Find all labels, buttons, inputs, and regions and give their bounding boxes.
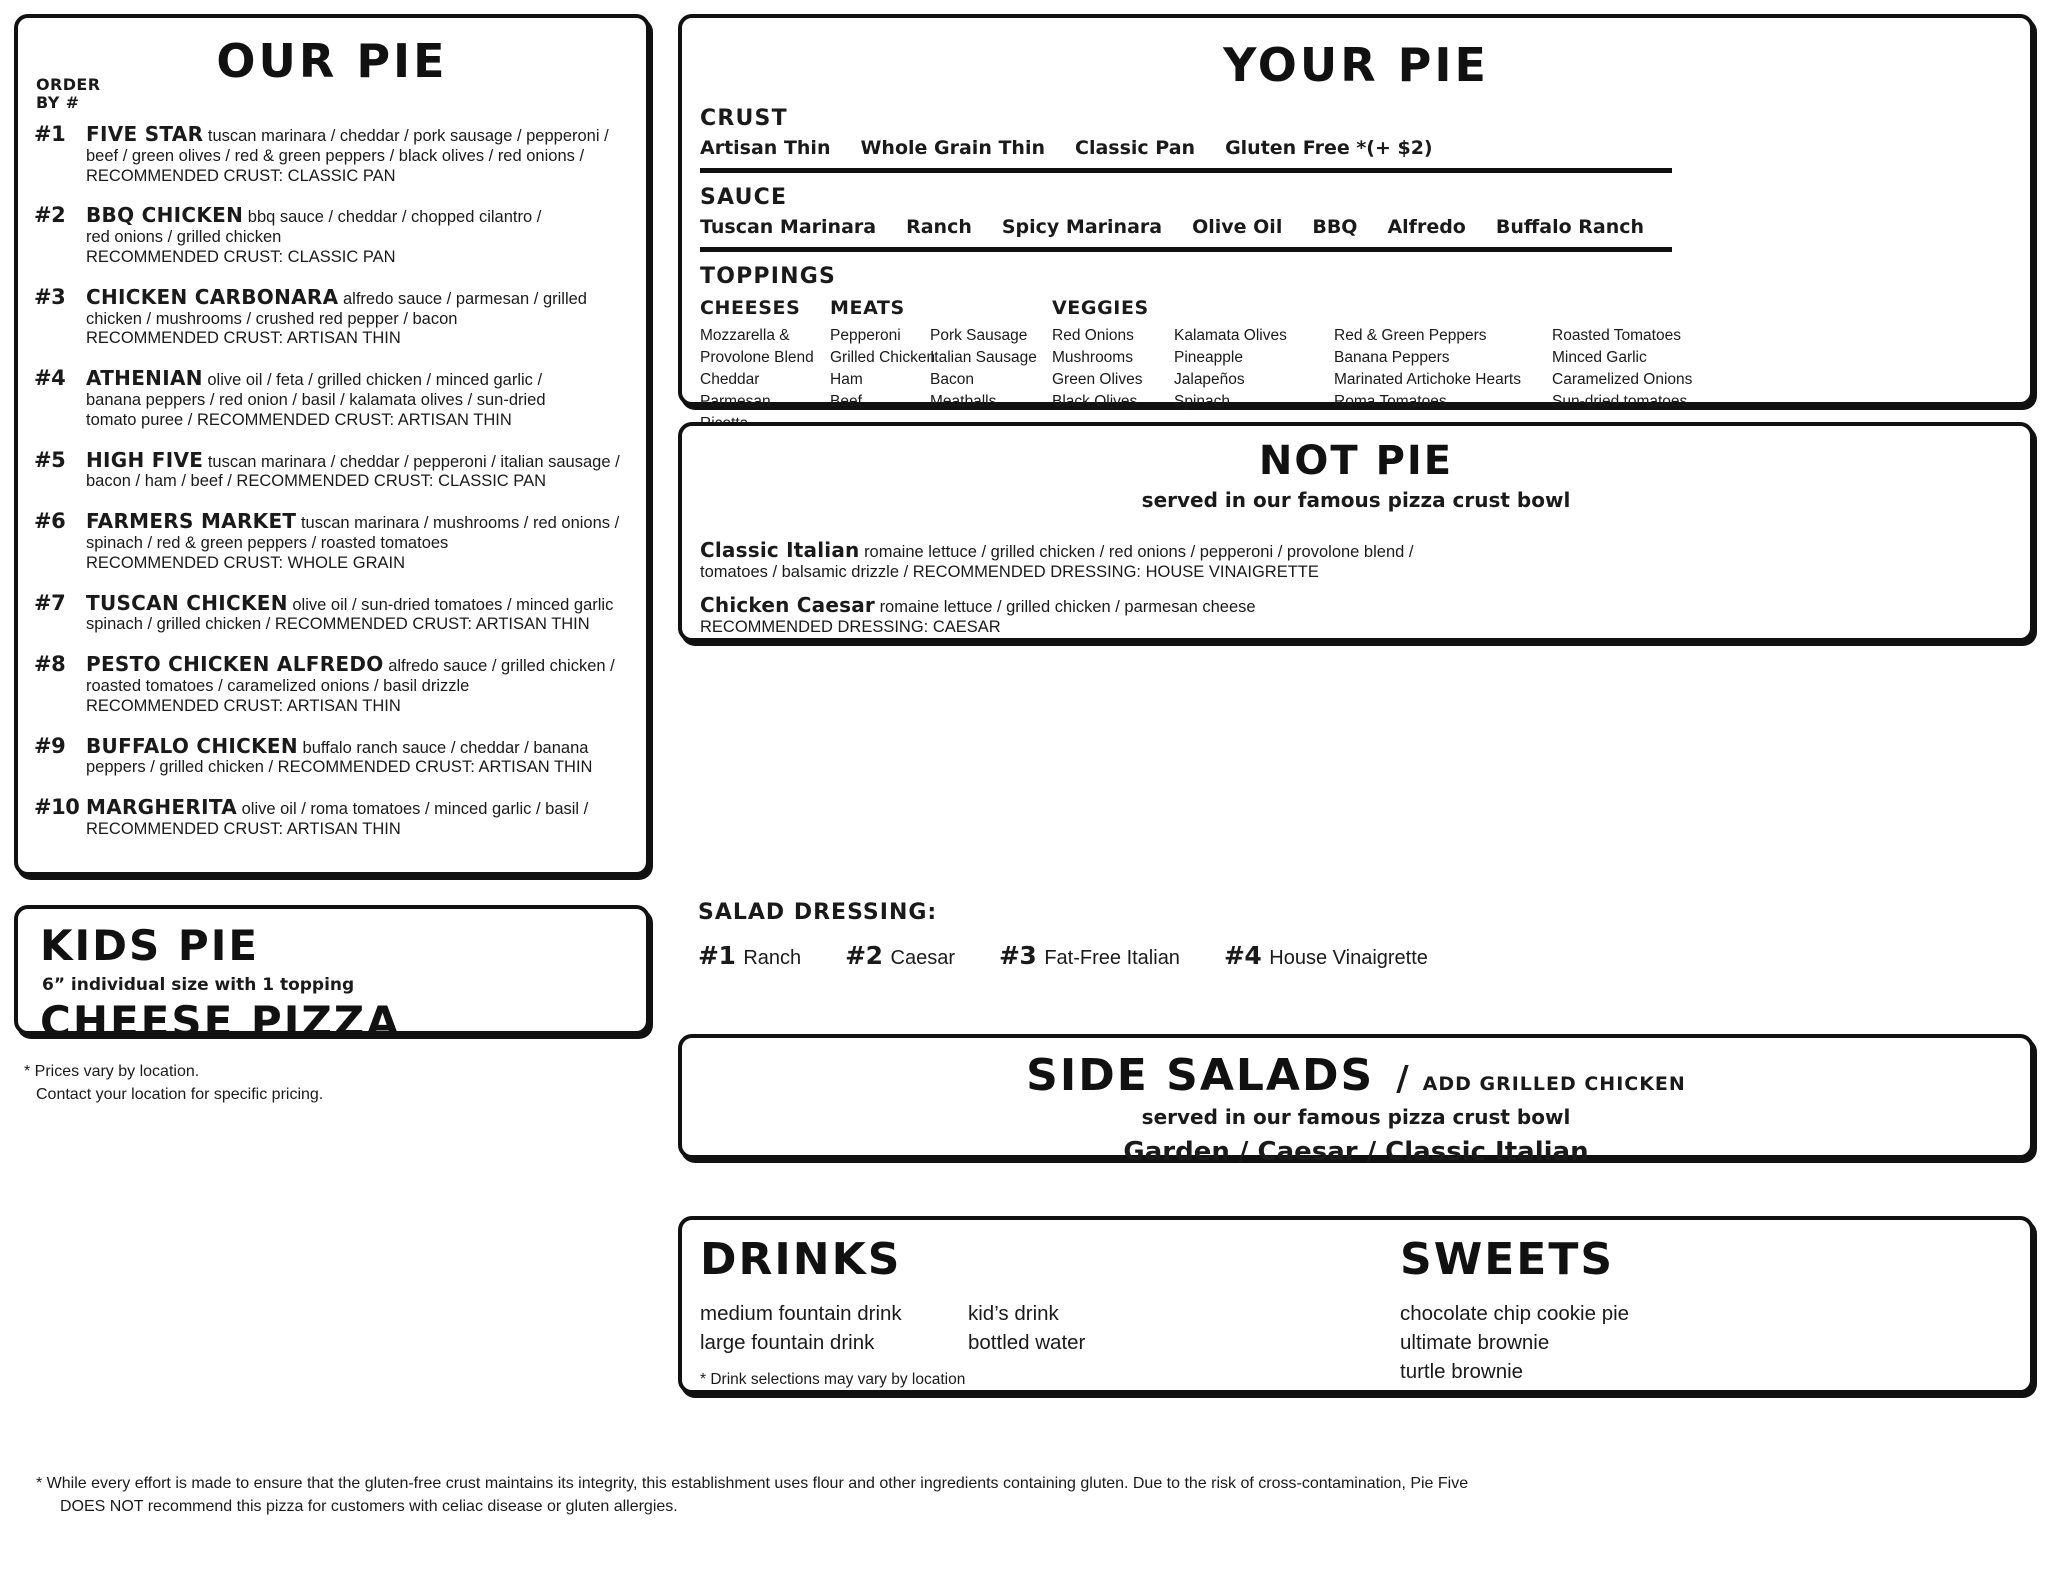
list-item[interactable] bbox=[34, 122, 634, 186]
topping-item[interactable]: Caramelized Onions bbox=[1552, 371, 1693, 388]
list-item[interactable] bbox=[34, 734, 634, 779]
sweet-item[interactable]: ultimate brownie bbox=[1400, 1331, 1550, 1355]
topping-item[interactable]: Pork Sausage bbox=[930, 327, 1028, 344]
order-by-line1: ORDER bbox=[36, 75, 101, 94]
topping-item[interactable]: Parmesan bbox=[700, 393, 771, 410]
list-item[interactable] bbox=[34, 591, 634, 636]
topping-item[interactable]: Green Olives bbox=[1052, 371, 1143, 388]
topping-item[interactable]: Pineapple bbox=[1174, 349, 1243, 366]
pie-number: #7 bbox=[34, 590, 66, 615]
list-item[interactable] bbox=[1224, 941, 1428, 970]
not-pie-name: Classic Italian bbox=[700, 538, 860, 562]
topping-item[interactable]: Meatballs bbox=[930, 393, 997, 410]
dressing-number: #2 bbox=[845, 941, 883, 970]
pie-desc-line2: spinach / red & green peppers / roasted tomatoes bbox=[86, 533, 449, 552]
crust-options bbox=[700, 137, 2014, 159]
sweet-item[interactable]: turtle brownie bbox=[1400, 1360, 1524, 1384]
price-note-line2: Contact your location for specific pricing. bbox=[36, 1086, 324, 1104]
topping-item[interactable]: Grilled Chicken bbox=[830, 349, 936, 366]
sauce-label: SAUCE bbox=[700, 185, 788, 210]
gluten-disclaimer bbox=[36, 1472, 1996, 1518]
toppings-column-veggies-1 bbox=[1052, 295, 1174, 435]
toppings-column-meats-1 bbox=[830, 295, 936, 435]
sauce-option[interactable]: BBQ bbox=[1312, 216, 1358, 238]
pie-number: #8 bbox=[34, 652, 66, 677]
salad-dressing-title: SALAD DRESSING: bbox=[698, 900, 938, 925]
pie-desc-line2: beef / green olives / red & green peppers / black olives / red onions / bbox=[86, 146, 585, 165]
kids-pie-panel bbox=[14, 905, 650, 1046]
topping-item[interactable]: Beef bbox=[830, 393, 862, 410]
pie-desc-line1: olive oil / roma tomatoes / minced garlic / basil / bbox=[241, 800, 589, 819]
topping-item[interactable]: Sun-dried tomatoes bbox=[1552, 393, 1688, 410]
pie-desc-line1: tuscan marinara / cheddar / pepperoni / italian sausage / bbox=[207, 452, 620, 471]
pie-number: #2 bbox=[34, 203, 66, 228]
toppings-group-head: CHEESES bbox=[700, 297, 801, 319]
toppings-group-head bbox=[1174, 295, 1334, 319]
not-pie-desc-line1: romaine lettuce / grilled chicken / parmesan cheese bbox=[879, 597, 1256, 616]
pie-number: #1 bbox=[34, 122, 66, 146]
sweets-title: SWEETS bbox=[1400, 1234, 1615, 1285]
pie-desc-line1: olive oil / feta / grilled chicken / minced garlic / bbox=[207, 371, 543, 390]
pie-desc-line3: RECOMMENDED CRUST: CLASSIC PAN bbox=[86, 247, 396, 266]
side-salads-slash: / bbox=[1396, 1059, 1409, 1099]
dressing-number: #3 bbox=[998, 941, 1037, 970]
our-pie-list bbox=[34, 122, 634, 857]
pie-desc-line1: alfredo sauce / parmesan / grilled bbox=[343, 289, 587, 308]
dressing-label: Caesar bbox=[890, 947, 955, 969]
pie-desc-line3: RECOMMENDED CRUST: ARTISAN THIN bbox=[86, 696, 401, 715]
topping-item[interactable]: Spinach bbox=[1174, 393, 1231, 410]
not-pie-desc-line2: RECOMMENDED DRESSING: CAESAR bbox=[700, 617, 1001, 636]
pie-desc-line1: olive oil / sun-dried tomatoes / minced garlic bbox=[292, 595, 614, 614]
pie-desc-line2: peppers / grilled chicken / RECOMMENDED CRUST: ARTISAN THIN bbox=[86, 758, 593, 777]
sauce-option[interactable]: Olive Oil bbox=[1192, 216, 1283, 238]
not-pie-list bbox=[700, 538, 2014, 647]
sauce-option[interactable]: Spicy Marinara bbox=[1001, 216, 1163, 238]
pie-name: HIGH FIVE bbox=[86, 447, 204, 472]
list-item[interactable] bbox=[999, 941, 1180, 970]
toppings-label: TOPPINGS bbox=[700, 264, 837, 289]
side-salads-list[interactable]: Garden / Caesar / Classic Italian bbox=[1123, 1137, 1589, 1167]
list-item[interactable] bbox=[698, 941, 801, 970]
toppings-group-head bbox=[1552, 295, 1742, 319]
crust-option[interactable]: Gluten Free *(+ $2) bbox=[1225, 137, 1433, 159]
kids-pie-item[interactable]: CHEESE PIZZA bbox=[40, 997, 401, 1046]
our-pie-title: OUR PIE bbox=[216, 34, 448, 88]
drinks-column-2 bbox=[968, 1299, 1085, 1357]
toppings-column-veggies-3 bbox=[1334, 295, 1552, 435]
pie-desc-line2: red onions / grilled chicken bbox=[86, 228, 282, 247]
price-note-line1: * Prices vary by location. bbox=[24, 1063, 200, 1080]
sweets-column bbox=[1400, 1299, 1629, 1386]
list-item[interactable] bbox=[700, 538, 2014, 583]
sauce-option[interactable]: Buffalo Ranch bbox=[1495, 216, 1645, 238]
topping-item[interactable]: Black Olives bbox=[1052, 393, 1138, 410]
toppings-group-head: MEATS bbox=[830, 297, 905, 319]
pie-desc-line2: roasted tomatoes / caramelized onions / basil drizzle bbox=[86, 676, 470, 695]
drink-item[interactable]: kid’s drink bbox=[968, 1302, 1059, 1325]
not-pie-desc-line2: tomatoes / balsamic drizzle / RECOMMENDED DRESSING: HOUSE VINAIGRETTE bbox=[700, 563, 1319, 582]
drinks-section bbox=[700, 1234, 1400, 1389]
crust-label: CRUST bbox=[700, 106, 788, 131]
sweets-section bbox=[1400, 1234, 2014, 1389]
topping-item[interactable]: Red & Green Peppers bbox=[1334, 327, 1487, 344]
side-salads-subtitle: served in our famous pizza crust bowl bbox=[1141, 1105, 1571, 1129]
list-item[interactable] bbox=[34, 366, 634, 430]
list-item[interactable] bbox=[845, 941, 955, 970]
sauce-option[interactable]: Alfredo bbox=[1387, 216, 1466, 238]
drinks-sweets-panel bbox=[678, 1216, 2034, 1394]
pie-desc-line2: RECOMMENDED CRUST: ARTISAN THIN bbox=[86, 819, 401, 838]
toppings-columns bbox=[700, 295, 2014, 435]
pie-name: ATHENIAN bbox=[86, 366, 203, 391]
list-item[interactable] bbox=[34, 448, 634, 493]
not-pie-desc-line1: romaine lettuce / grilled chicken / red onions / pepperoni / provolone blend / bbox=[864, 543, 1414, 561]
pie-desc-line2: chicken / mushrooms / crushed red pepper / bacon bbox=[86, 309, 458, 328]
toppings-group-head bbox=[930, 295, 1052, 319]
crust-option[interactable]: Classic Pan bbox=[1075, 137, 1196, 159]
pie-name: CHICKEN CARBONARA bbox=[86, 284, 339, 309]
order-by-line2: BY # bbox=[36, 93, 80, 113]
pie-desc-line3: RECOMMENDED CRUST: WHOLE GRAIN bbox=[86, 553, 406, 572]
pie-number: #5 bbox=[34, 447, 66, 472]
drinks-note: * Drink selections may vary by location bbox=[700, 1371, 966, 1389]
drinks-column-1 bbox=[700, 1299, 968, 1357]
your-pie-title: YOUR PIE bbox=[1223, 38, 1489, 92]
salad-dressing-section bbox=[698, 900, 2028, 970]
pie-number: #6 bbox=[34, 509, 66, 534]
pie-number: #9 bbox=[34, 733, 66, 758]
crust-option[interactable]: Whole Grain Thin bbox=[860, 137, 1045, 159]
pie-desc-line3: RECOMMENDED CRUST: ARTISAN THIN bbox=[86, 329, 401, 348]
topping-item[interactable]: Italian Sausage bbox=[930, 349, 1037, 366]
pie-desc-line2: spinach / grilled chicken / RECOMMENDED CRUST: ARTISAN THIN bbox=[86, 615, 590, 634]
topping-item[interactable]: Mushrooms bbox=[1052, 349, 1133, 366]
pie-desc-line2: banana peppers / red onion / basil / kalamata olives / sun-dried bbox=[86, 390, 546, 409]
pie-number: #4 bbox=[34, 366, 66, 391]
pie-name: FIVE STAR bbox=[86, 122, 204, 146]
topping-item[interactable]: Minced Garlic bbox=[1552, 349, 1647, 366]
sauce-options bbox=[700, 216, 2014, 238]
dressing-label: Fat-Free Italian bbox=[1044, 947, 1180, 969]
toppings-column-cheeses bbox=[700, 295, 830, 435]
side-salads-title: SIDE SALADS bbox=[1026, 1050, 1375, 1101]
toppings-group-head: VEGGIES bbox=[1052, 297, 1149, 319]
pie-desc-line2: bacon / ham / beef / RECOMMENDED CRUST: CLASSIC PAN bbox=[86, 472, 546, 491]
topping-item[interactable]: Pepperoni bbox=[830, 327, 901, 344]
topping-item[interactable]: Roasted Tomatoes bbox=[1552, 327, 1681, 344]
kids-pie-subtitle: 6” individual size with 1 topping bbox=[42, 975, 355, 995]
topping-item[interactable]: Ham bbox=[830, 371, 863, 388]
drink-item[interactable]: bottled water bbox=[968, 1331, 1086, 1355]
add-grilled-chicken-label[interactable]: ADD GRILLED CHICKEN bbox=[1422, 1073, 1686, 1095]
pie-name: TUSCAN CHICKEN bbox=[86, 590, 288, 615]
not-pie-panel bbox=[678, 422, 2034, 642]
gluten-disclaimer-line1: * While every effort is made to ensure that the gluten-free crust maintains its integrity, this establishment uses flour and other ingredients containing gluten. Due to the risk of cross-contamination, Pie Five bbox=[36, 1475, 1469, 1492]
sauce-divider bbox=[700, 247, 1672, 252]
salad-dressing-list bbox=[698, 941, 2028, 970]
dressing-number: #1 bbox=[698, 941, 736, 970]
pie-desc-line1: buffalo ranch sauce / cheddar / banana bbox=[302, 738, 589, 757]
topping-item[interactable]: Red Onions bbox=[1052, 327, 1134, 344]
pie-name: PESTO CHICKEN ALFREDO bbox=[86, 652, 384, 677]
your-pie-panel bbox=[678, 14, 2034, 410]
kids-pie-title: KIDS PIE bbox=[40, 921, 260, 970]
list-item[interactable] bbox=[34, 509, 634, 573]
drink-item[interactable]: large fountain drink bbox=[700, 1331, 875, 1355]
topping-item[interactable]: Cheddar bbox=[700, 371, 760, 388]
toppings-column-veggies-2 bbox=[1174, 295, 1334, 435]
list-item[interactable] bbox=[34, 285, 634, 349]
sweet-item[interactable]: chocolate chip cookie pie bbox=[1400, 1302, 1630, 1325]
drinks-title: DRINKS bbox=[700, 1234, 902, 1285]
sauce-option[interactable]: Tuscan Marinara bbox=[700, 216, 877, 238]
topping-item[interactable]: Jalapeños bbox=[1174, 371, 1245, 388]
drink-item[interactable]: medium fountain drink bbox=[700, 1302, 902, 1325]
toppings-group-head bbox=[1334, 295, 1552, 319]
pie-name: BUFFALO CHICKEN bbox=[86, 733, 298, 758]
pie-desc-line1: tuscan marinara / cheddar / pork sausage / pepperoni / bbox=[207, 127, 609, 145]
not-pie-subtitle: served in our famous pizza crust bowl bbox=[1141, 488, 1571, 512]
list-item[interactable] bbox=[34, 203, 634, 267]
topping-item[interactable]: Mozzarella & bbox=[700, 327, 790, 344]
list-item[interactable] bbox=[34, 652, 634, 716]
pie-desc-line1: tuscan marinara / mushrooms / red onions / bbox=[300, 514, 620, 533]
gluten-disclaimer-line2: DOES NOT recommend this pizza for customers with celiac disease or gluten allergies. bbox=[60, 1498, 678, 1516]
dressing-label: House Vinaigrette bbox=[1269, 947, 1428, 969]
pie-desc-line3: tomato puree / RECOMMENDED CRUST: ARTISAN THIN bbox=[86, 410, 512, 429]
pie-number: #10 bbox=[34, 795, 80, 820]
toppings-column-meats-2 bbox=[930, 295, 1052, 435]
toppings-column-veggies-4 bbox=[1552, 295, 1742, 435]
order-by-label bbox=[36, 76, 100, 113]
topping-item[interactable]: Banana Peppers bbox=[1334, 349, 1450, 366]
crust-option[interactable]: Artisan Thin bbox=[700, 137, 831, 159]
pie-name: MARGHERITA bbox=[86, 795, 238, 820]
topping-item[interactable]: Kalamata Olives bbox=[1174, 327, 1287, 344]
pie-desc-line3: RECOMMENDED CRUST: CLASSIC PAN bbox=[86, 166, 396, 185]
pie-name: FARMERS MARKET bbox=[86, 509, 297, 534]
list-item[interactable] bbox=[700, 593, 2014, 638]
pie-number: #3 bbox=[34, 284, 66, 309]
sauce-option[interactable]: Ranch bbox=[906, 216, 972, 238]
dressing-number: #4 bbox=[1223, 941, 1262, 970]
crust-divider bbox=[700, 168, 1672, 173]
pie-desc-line1: bbq sauce / cheddar / chopped cilantro / bbox=[247, 208, 542, 227]
pie-desc-line1: alfredo sauce / grilled chicken / bbox=[388, 657, 615, 676]
dressing-label: Ranch bbox=[743, 947, 802, 969]
topping-item[interactable]: Bacon bbox=[930, 371, 974, 388]
not-pie-title: NOT PIE bbox=[1258, 438, 1454, 484]
topping-item[interactable]: Roma Tomatoes bbox=[1334, 393, 1447, 410]
our-pie-panel bbox=[14, 14, 650, 876]
pie-name: BBQ CHICKEN bbox=[86, 203, 244, 228]
topping-item[interactable]: Marinated Artichoke Hearts bbox=[1334, 371, 1521, 388]
not-pie-name: Chicken Caesar bbox=[700, 592, 875, 617]
side-salads-panel bbox=[678, 1034, 2034, 1167]
list-item[interactable] bbox=[34, 795, 634, 840]
price-note bbox=[24, 1060, 624, 1106]
topping-item[interactable]: Provolone Blend bbox=[700, 349, 814, 366]
